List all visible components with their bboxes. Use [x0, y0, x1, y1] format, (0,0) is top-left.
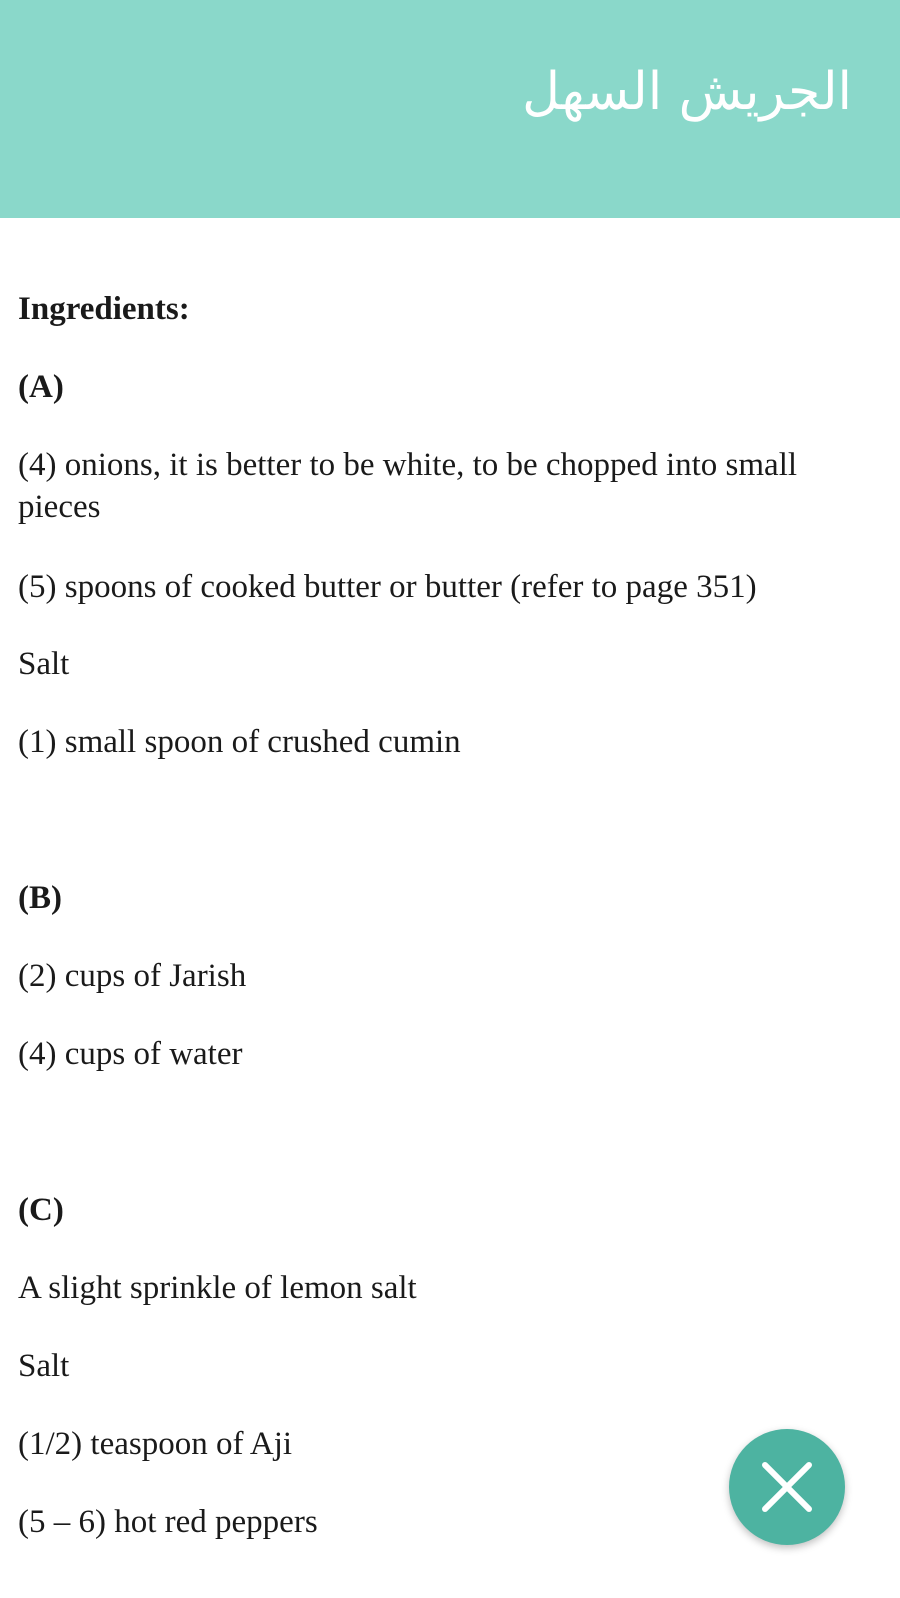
- ingredients-heading: Ingredients:: [18, 291, 190, 327]
- list-item: A slight sprinkle of lemon salt: [18, 1270, 417, 1306]
- list-item: (1/2) teaspoon of Aji: [18, 1426, 293, 1462]
- list-item: (5) spoons of cooked butter or butter (refer to page 351): [18, 569, 757, 605]
- recipe-title: الجريش السهل: [522, 62, 852, 122]
- section-a-label: (A): [18, 369, 64, 405]
- close-icon: [759, 1459, 815, 1515]
- list-item: (5 – 6) hot red peppers: [18, 1504, 318, 1540]
- section-b-label: (B): [18, 880, 62, 916]
- list-item: Salt: [18, 646, 70, 682]
- section-c-label: (C): [18, 1192, 64, 1228]
- list-item: (1) small spoon of crushed cumin: [18, 724, 461, 760]
- list-item: (4) onions, it is better to be white, to be chopped into small pieces: [18, 447, 798, 525]
- close-button[interactable]: [729, 1429, 845, 1545]
- list-item: Salt: [18, 1348, 70, 1384]
- app-header: [0, 0, 900, 218]
- list-item: (4) cups of water: [18, 1036, 243, 1072]
- list-item: (2) cups of Jarish: [18, 958, 247, 994]
